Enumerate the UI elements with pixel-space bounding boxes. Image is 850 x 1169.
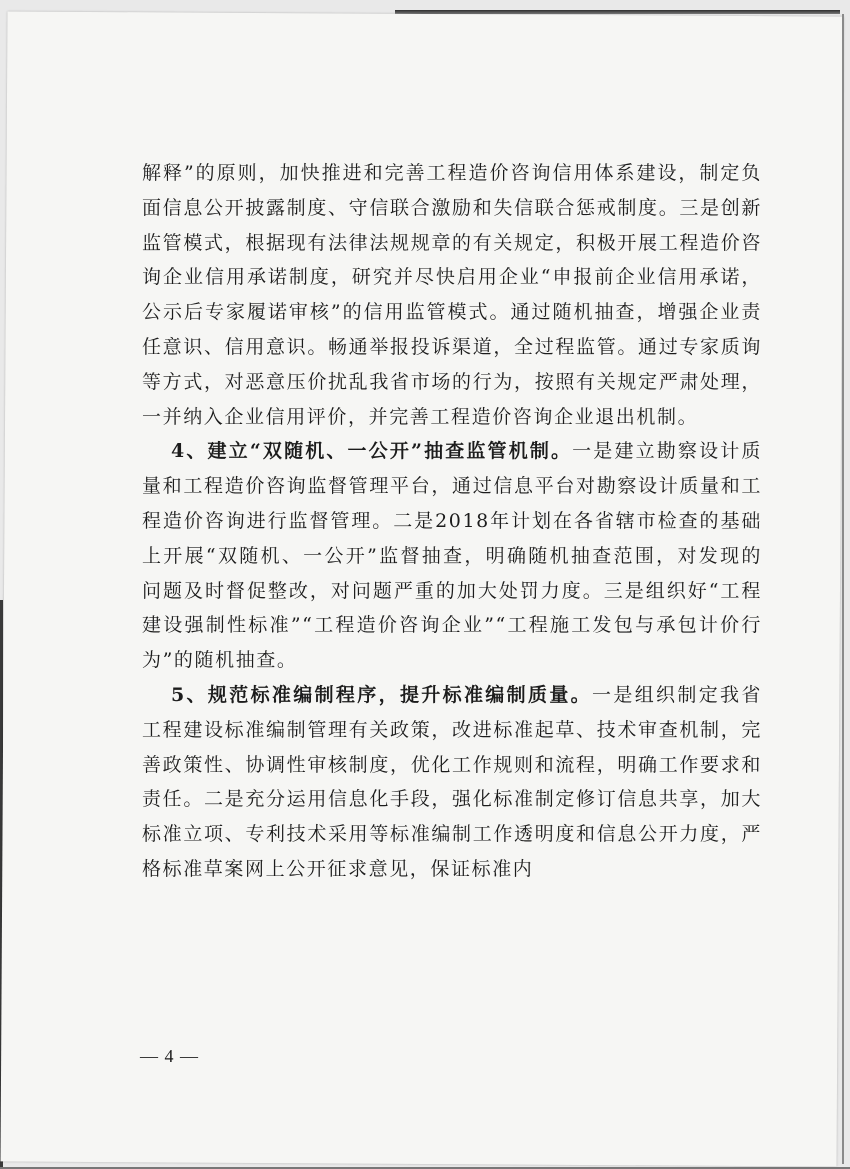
scan-edge-right (842, 14, 844, 1164)
section-body-4: 一是建立勘察设计质量和工程造价咨询监督管理平台，通过信息平台对勘察设计质量和工程造价咨询进行监督管理。二是2018年计划在各省辖市检查的基础上开展“双随机、一公开”监督抽查，明确随机抽查范围，对发现的问题及时督促整改，对问题严重的加大处罚力度。三是组织好“工程建设强制性标准”“工程造价咨询企业”“工程施工发包与承包计价行为”的随机抽查。 (142, 440, 762, 672)
section-heading-4: 4、建立“双随机、一公开”抽查监管机制。 (171, 440, 573, 463)
section-body-5: 一是组织制定我省工程建设标准编制管理有关政策，改进标准起草、技术审查机制，完善政策性、协调性审核制度，优化工作规则和流程，明确工作要求和责任。二是充分运用信息化手段，强化标准制定修订信息共享，加大标准立项、专利技术采用等标准编制工作透明度和信息公开力度，严格标准草案网上公开征求意见，保证标准内 (142, 683, 762, 880)
paragraph-credit-supervision: 解释”的原则，加快推进和完善工程造价咨询信用体系建设，制定负面信息公开披露制度、守信联合激励和失信联合惩戒制度。三是创新监管模式，根据现有法律法规规章的有关规定，积极开展工程造价咨询企业信用承诺制度，研究并尽快启用企业“申报前企业信用承诺，公示后专家履诺审核”的信用监管模式。通过随机抽查，增强企业责任意识、信用意识。畅通举报投诉渠道，全过程监管。通过专家质询等方式，对恶意压价扰乱我省市场的行为，按照有关规定严肃处理，一并纳入企业信用评价，并完善工程造价咨询企业退出机制。 (142, 162, 762, 428)
document-body (142, 156, 762, 887)
paragraph-random-inspection (142, 434, 762, 678)
page-number: — 4 — (140, 1046, 199, 1066)
paragraph-standard-compilation (142, 678, 762, 887)
section-heading-5: 5、规范标准编制程序，提升标准编制质量。 (171, 683, 593, 706)
